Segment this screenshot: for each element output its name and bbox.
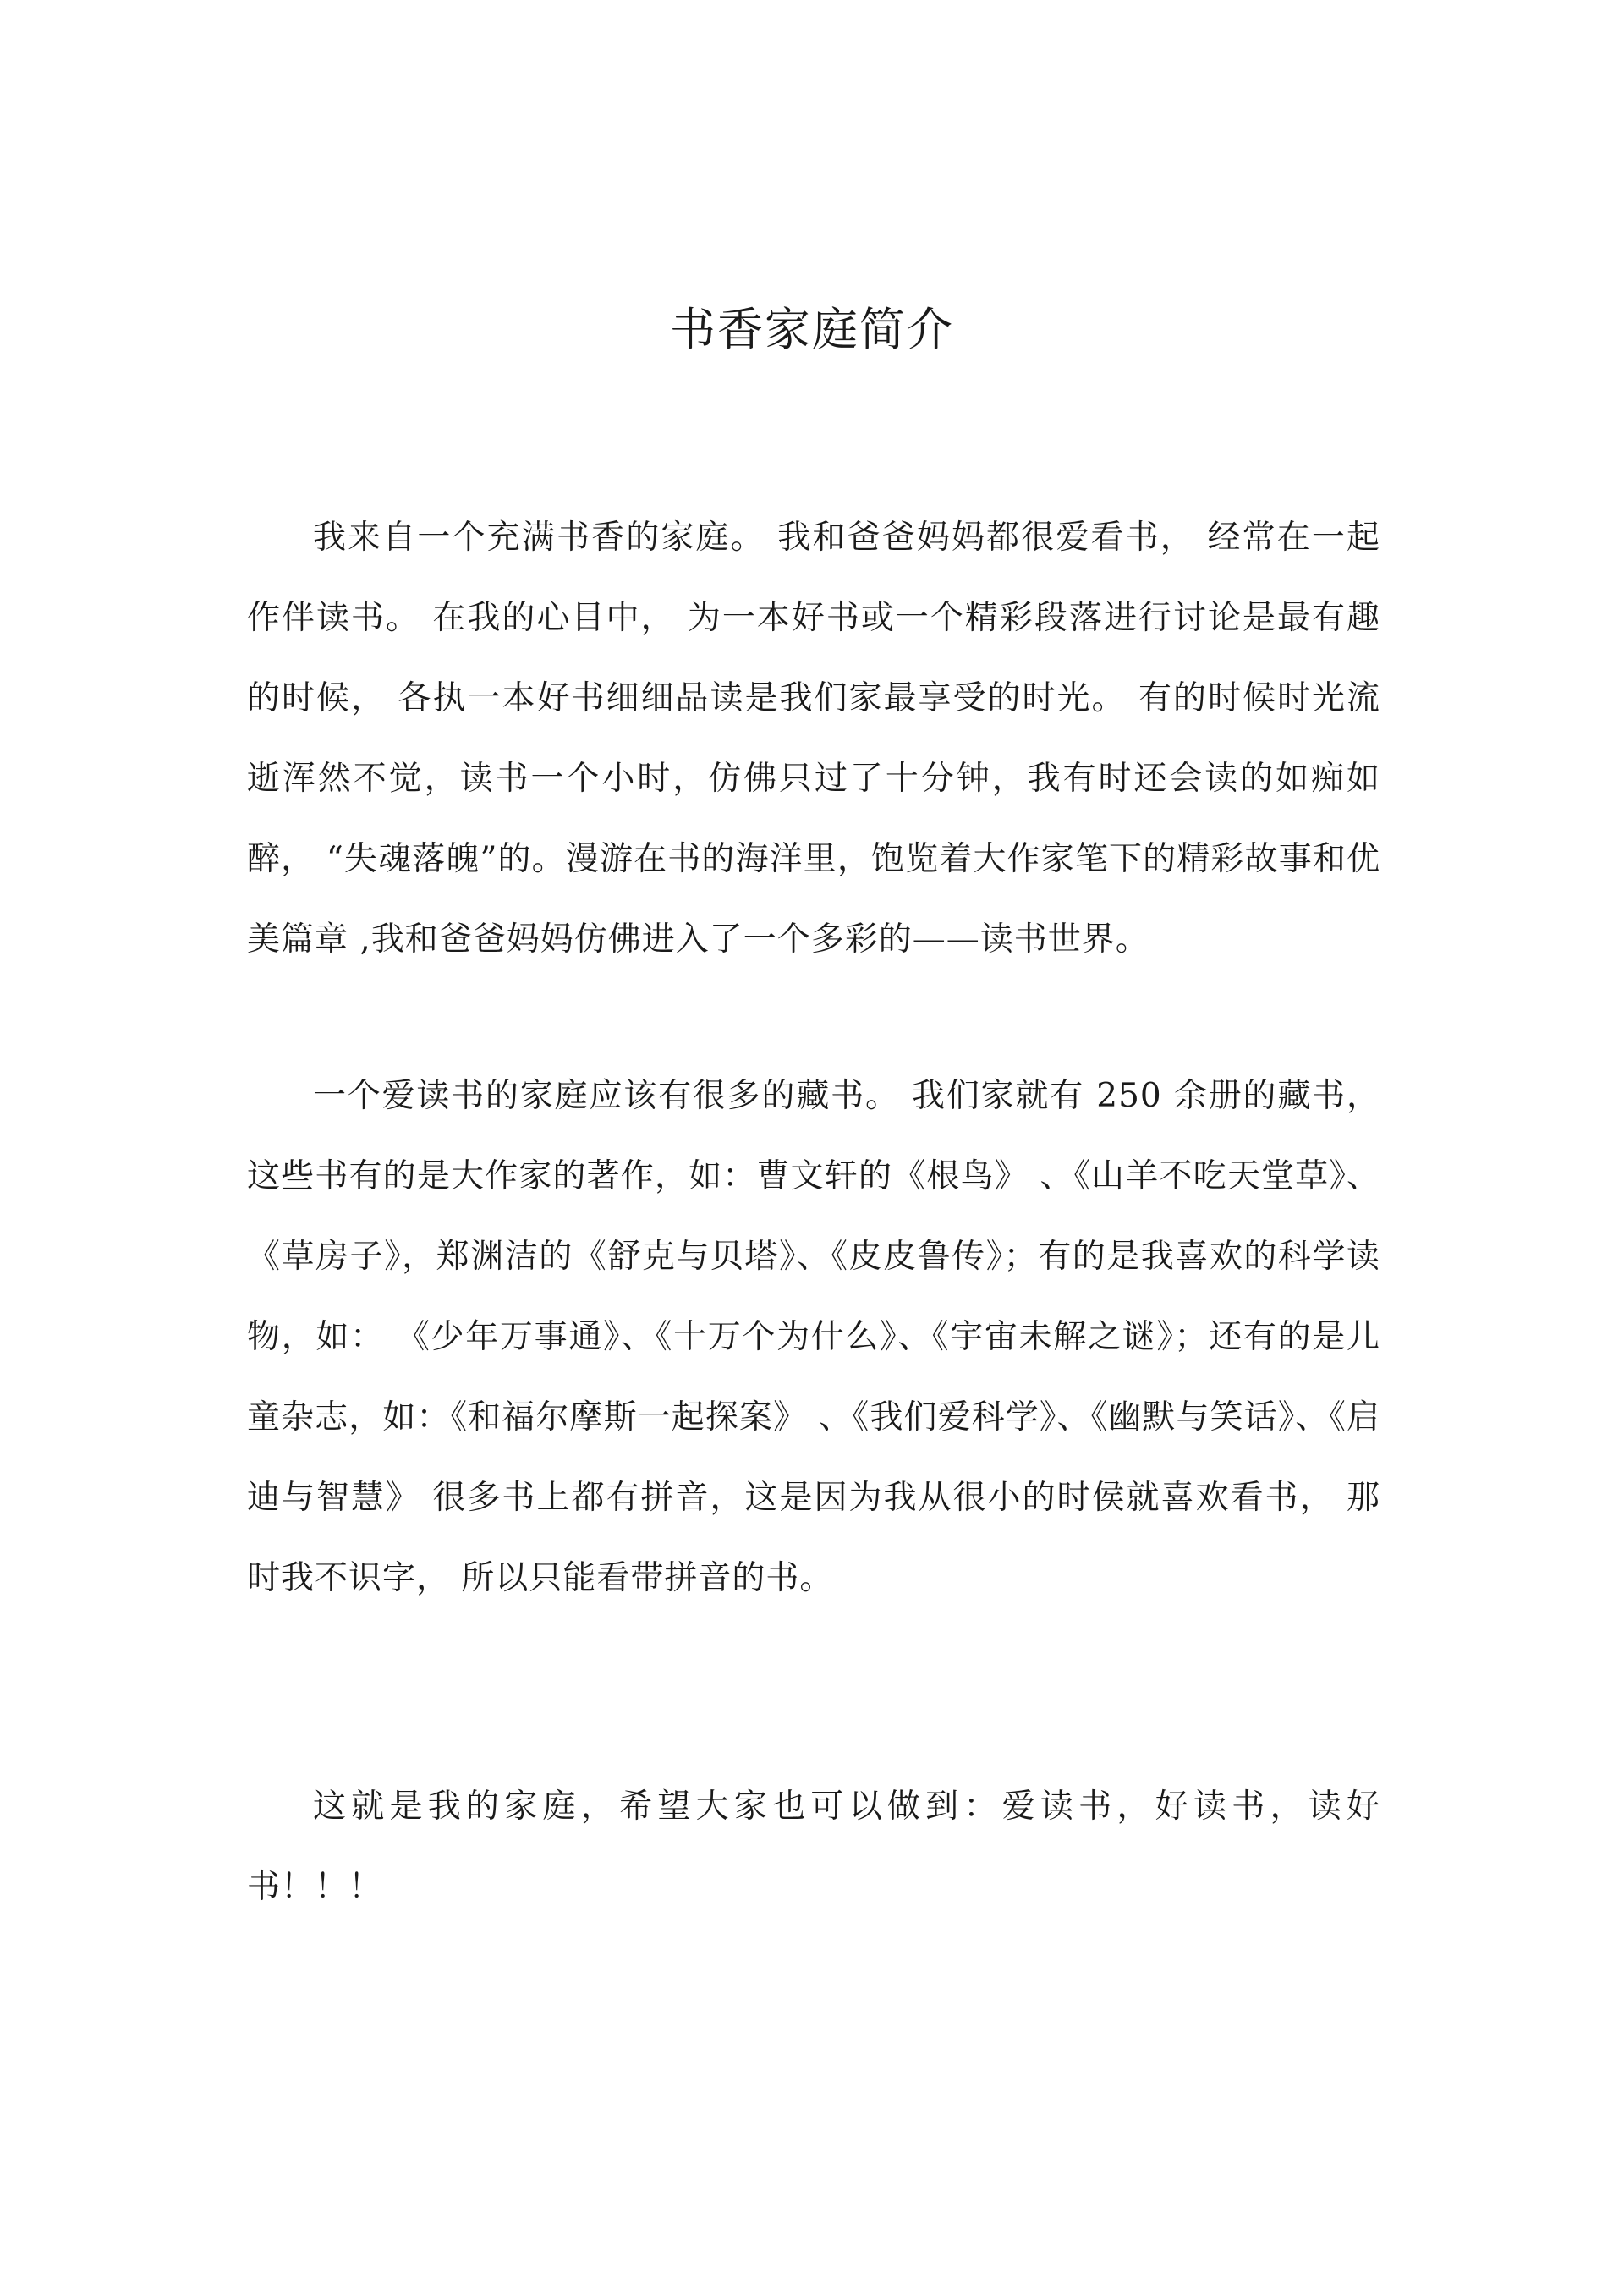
document-title: 书香家庭简介 (670, 303, 954, 356)
paragraph-2: 一个爱读书的家庭应该有很多的藏书。 我们家就有 250 余册的藏书，这些书有的是大作家的著作，如：曹文轩的《根鸟》 、《山羊不吃天堂草》、《草房子》，郑渊洁的《舒克与贝塔》、《皮皮鲁传》；有的是我喜欢的科学读物，如： 《少年万事通》、《十万个为什么》、《宇宙未解之谜》；还有的是儿童杂志，如：《和福尔摩斯一起探案》 、《我们爱科学》、《幽默与笑话》、《启迪与智慧》 很多书上都有拼音，这是因为我从很小的时侯就喜欢看书， 那时我不识字， 所以只能看带拼音的书。 (247, 1077, 1380, 1597)
paragraph-1: 我来自一个充满书香的家庭。 我和爸爸妈妈都很爱看书， 经常在一起作伴读书。 在我的心目中， 为一本好书或一个精彩段落进行讨论是最有趣的时候， 各执一本好书细细品读是我们家最享受的时光。 有的时候时光流逝浑然不觉，读书一个小时，仿佛只过了十分钟，我有时还会读的如痴如醉， “失魂落魄”的。漫游在书的海洋里，饱览着大作家笔下的精彩故事和优美篇章 ,我和爸爸妈妈仿佛进入了一个多彩的——读书世界。 (247, 519, 1380, 958)
paragraph-3: 这就是我的家庭，希望大家也可以做到：爱读书，好读书，读好书！！！ (247, 1788, 1380, 1906)
